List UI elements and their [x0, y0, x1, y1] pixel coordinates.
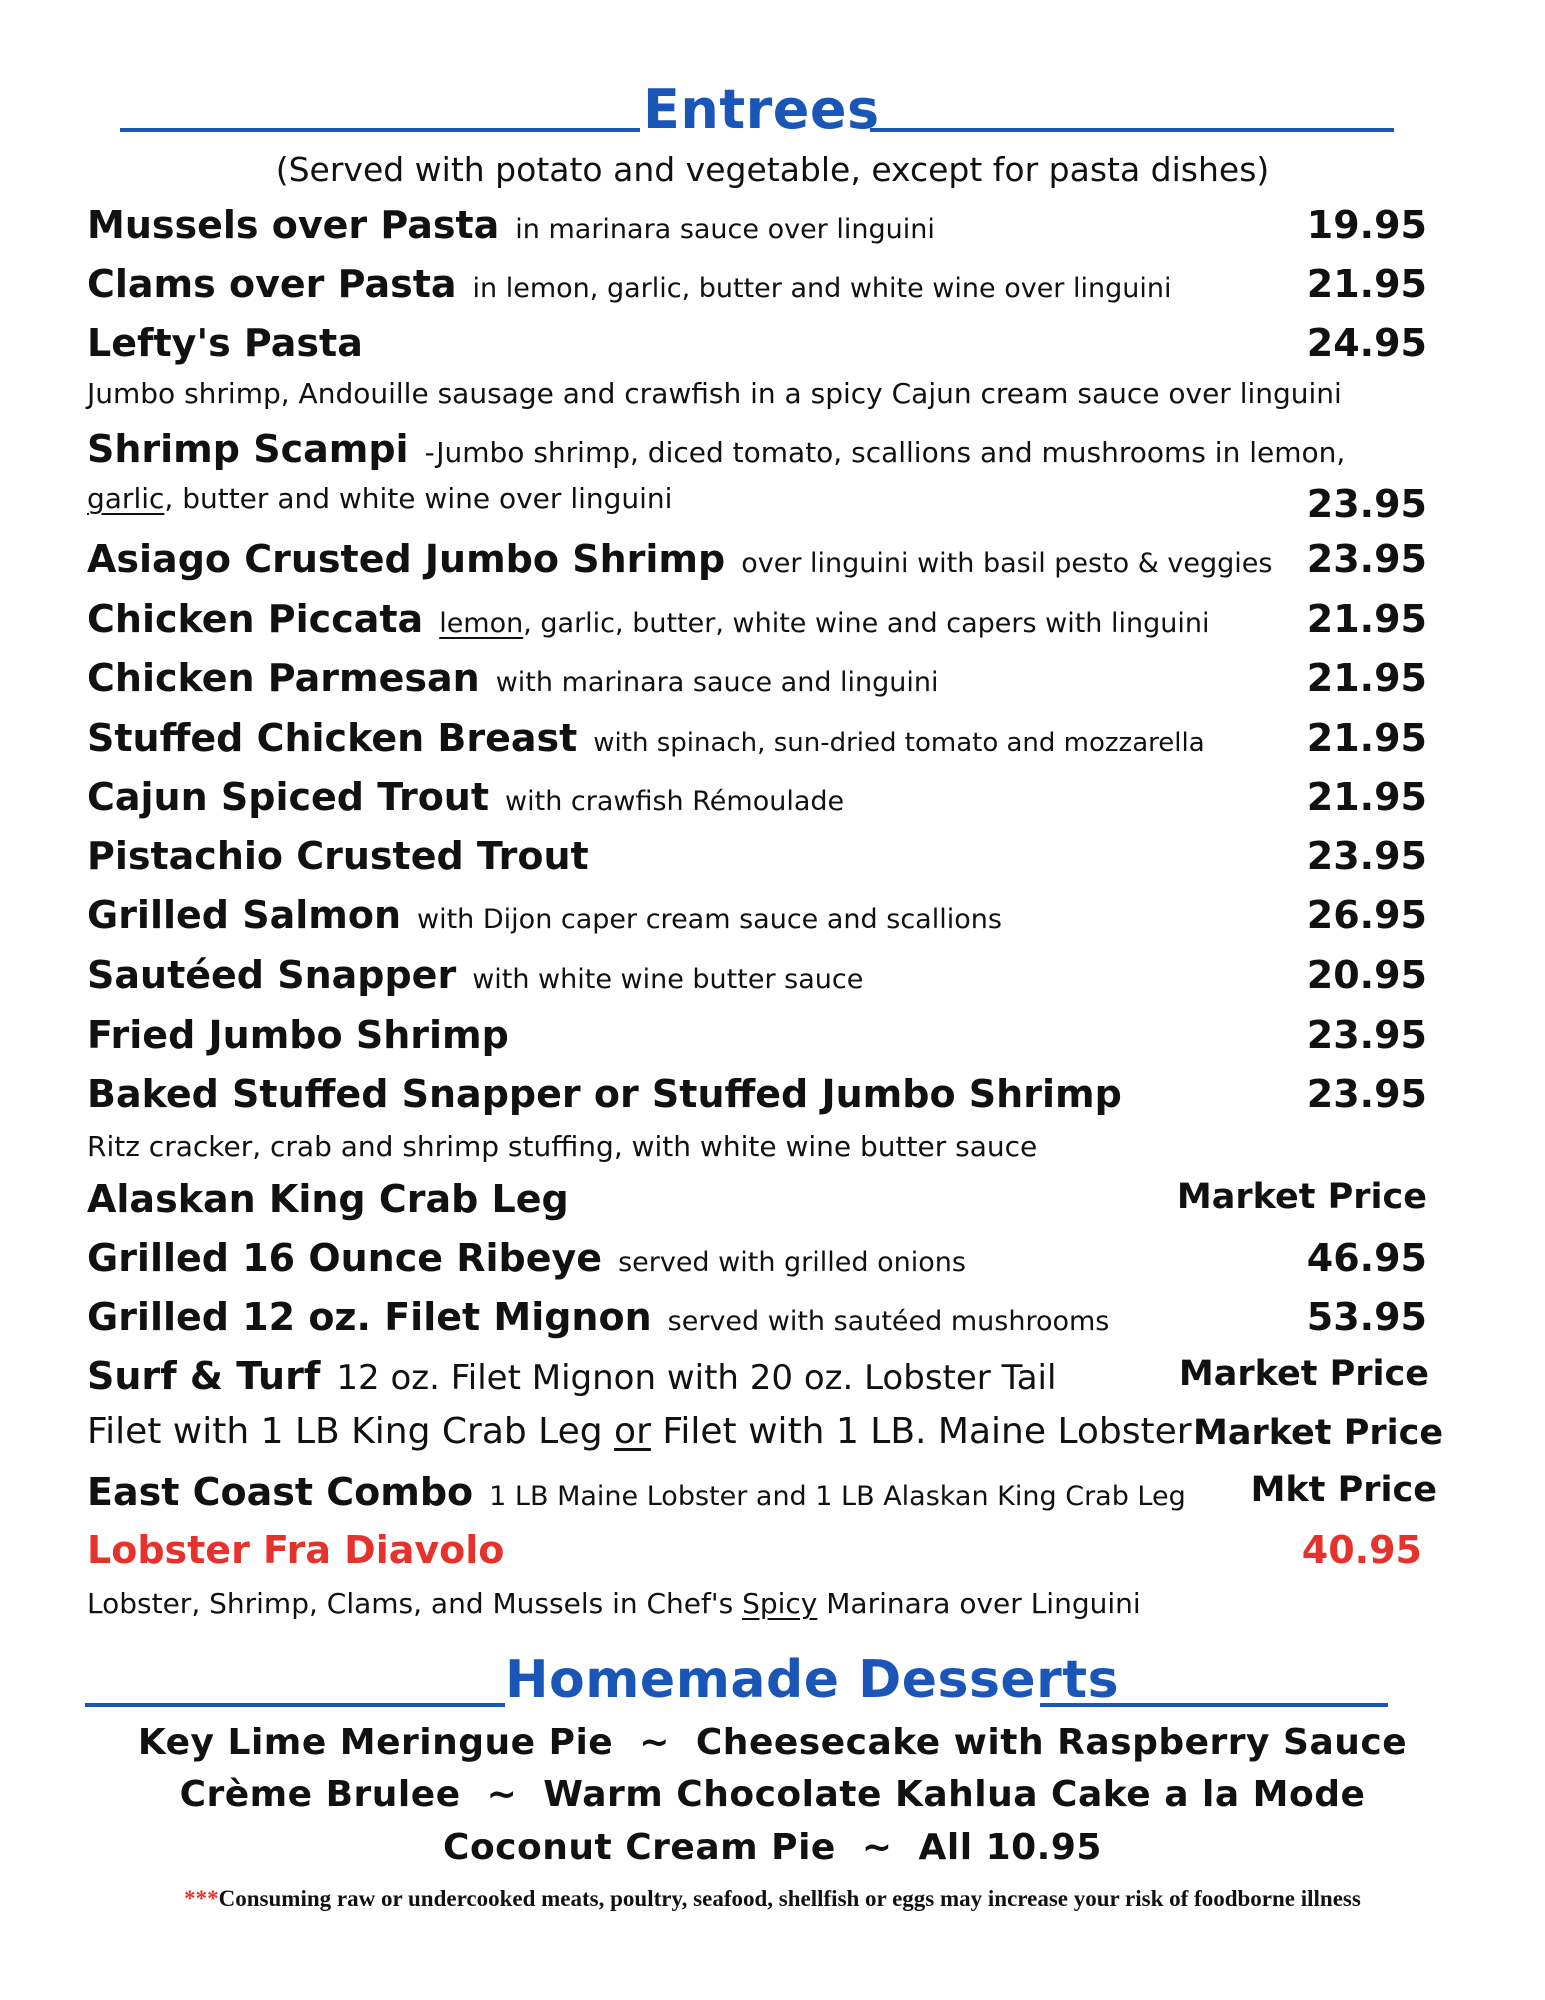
dessert-item: Key Lime Meringue Pie	[137, 1722, 614, 1763]
item-desc: in marinara sauce over linguini	[515, 214, 935, 245]
item-price: 23.95	[1306, 482, 1427, 526]
item-name: Alaskan King Crab Leg	[87, 1177, 569, 1221]
filet-combo-line	[87, 1411, 1192, 1452]
menu-item	[87, 262, 1427, 312]
menu-item	[87, 716, 1427, 766]
item-price: 23.95	[1306, 834, 1427, 878]
item-name: Asiago Crusted Jumbo Shrimp	[87, 537, 726, 581]
item-name: Shrimp Scampi	[87, 427, 409, 471]
item-name: Pistachio Crusted Trout	[87, 834, 589, 878]
dessert-item: Cheesecake with Raspberry Sauce	[695, 1722, 1408, 1763]
entrees-rule-left	[120, 128, 640, 132]
item-detail	[87, 1587, 1141, 1620]
dessert-item: Coconut Cream Pie	[443, 1827, 836, 1868]
item-price: 53.95	[1306, 1295, 1427, 1339]
item-desc: , butter and white wine over linguini	[164, 482, 673, 515]
menu-item	[87, 893, 1427, 943]
item-desc-wrap	[439, 608, 1209, 639]
menu-item	[87, 321, 1427, 371]
item-price: 21.95	[1306, 597, 1427, 641]
filet-text-1: Filet with 1 LB King Crab Leg	[87, 1411, 615, 1452]
item-name: Fried Jumbo Shrimp	[87, 1013, 509, 1057]
item-name: Surf & Turf	[87, 1354, 321, 1398]
filet-text-2: Filet with 1 LB. Maine Lobster	[650, 1411, 1192, 1452]
item-name: Grilled 12 oz. Filet Mignon	[87, 1295, 652, 1339]
separator: ~	[861, 1827, 893, 1868]
dessert-price: All 10.95	[918, 1827, 1102, 1868]
entrees-rule-right	[870, 128, 1394, 132]
menu-item-featured	[87, 1528, 1422, 1578]
underlined-word: garlic	[87, 482, 165, 515]
detail-text-1: Lobster, Shrimp, Clams, and Mussels in Chef's	[87, 1587, 743, 1620]
menu-item	[87, 656, 1427, 706]
item-desc: served with grilled onions	[618, 1247, 966, 1278]
menu-item	[87, 537, 1427, 587]
food-safety-disclaimer	[0, 1886, 1545, 1912]
item-price: 20.95	[1306, 953, 1427, 997]
desserts-title: Homemade Desserts	[505, 1650, 1120, 1710]
item-name: Grilled Salmon	[87, 893, 402, 937]
menu-item	[87, 1177, 1427, 1227]
menu-item	[87, 775, 1427, 825]
menu-item	[87, 1470, 1437, 1520]
desserts-rule-left	[85, 1703, 505, 1707]
menu-item	[87, 834, 1427, 884]
item-price: 21.95	[1306, 775, 1427, 819]
item-name: Baked Stuffed Snapper or Stuffed Jumbo Shrimp	[87, 1072, 1122, 1116]
detail-text-2: Marinara over Linguini	[817, 1587, 1141, 1620]
item-name: Chicken Piccata	[87, 597, 424, 641]
item-name: Clams over Pasta	[87, 262, 457, 306]
item-price: 40.95	[1301, 1528, 1422, 1572]
item-price: 46.95	[1306, 1236, 1427, 1280]
item-name: Grilled 16 Ounce Ribeye	[87, 1236, 603, 1280]
menu-item	[87, 203, 1427, 253]
item-detail: Jumbo shrimp, Andouille sausage and crawfish in a spicy Cajun cream sauce over linguini	[87, 377, 1342, 410]
item-desc: served with sautéed mushrooms	[667, 1306, 1110, 1337]
item-name: Sautéed Snapper	[87, 953, 457, 997]
item-desc: with crawfish Rémoulade	[505, 786, 845, 817]
item-price: 19.95	[1306, 203, 1427, 247]
menu-item	[87, 1013, 1427, 1063]
separator: ~	[486, 1774, 518, 1815]
menu-item	[87, 1236, 1427, 1286]
item-price: 21.95	[1306, 262, 1427, 306]
dessert-line	[0, 1774, 1545, 1815]
item-desc: -Jumbo shrimp, diced tomato, scallions and mushrooms in lemon,	[424, 436, 1346, 469]
menu-item	[87, 1354, 1429, 1404]
menu-item	[87, 597, 1427, 647]
item-desc: with white wine butter sauce	[472, 964, 864, 995]
item-name: Stuffed Chicken Breast	[87, 716, 578, 760]
item-price: Market Price	[1193, 1413, 1444, 1453]
menu-item	[87, 1072, 1427, 1122]
item-price: 23.95	[1306, 537, 1427, 581]
item-price: 26.95	[1306, 893, 1427, 937]
menu-item	[87, 427, 1427, 477]
menu-item-continued	[87, 482, 1427, 532]
dessert-line	[0, 1722, 1545, 1763]
item-desc: 12 oz. Filet Mignon with 20 oz. Lobster Tail	[336, 1358, 1057, 1398]
desserts-rule-right	[1040, 1703, 1388, 1707]
item-name: Mussels over Pasta	[87, 203, 500, 247]
menu-item	[87, 1295, 1427, 1345]
menu-item	[87, 953, 1427, 1003]
item-desc: , garlic, butter, white wine and capers with linguini	[523, 608, 1210, 639]
item-price: Market Price	[1176, 1177, 1427, 1217]
item-desc: 1 LB Maine Lobster and 1 LB Alaskan King Crab Leg	[489, 1481, 1186, 1512]
dessert-line	[0, 1827, 1545, 1868]
item-desc: in lemon, garlic, butter and white wine over linguini	[472, 273, 1172, 304]
item-name: East Coast Combo	[87, 1470, 474, 1514]
item-price: 23.95	[1306, 1013, 1427, 1057]
item-price: 23.95	[1306, 1072, 1427, 1116]
underlined-word: lemon	[439, 608, 524, 639]
item-name: Chicken Parmesan	[87, 656, 480, 700]
item-name: Lobster Fra Diavolo	[87, 1528, 505, 1572]
item-price: Market Price	[1178, 1354, 1429, 1394]
item-desc: with spinach, sun-dried tomato and mozzarella	[593, 728, 1205, 758]
disclaimer-text: Consuming raw or undercooked meats, poultry, seafood, shellfish or eggs may increase your risk of foodborne illness	[218, 1886, 1361, 1911]
item-desc: with marinara sauce and linguini	[495, 667, 939, 698]
item-price: Mkt Price	[1250, 1470, 1437, 1510]
separator: ~	[639, 1722, 670, 1763]
dessert-item: Warm Chocolate Kahlua Cake a la Mode	[543, 1774, 1366, 1815]
item-name: Cajun Spiced Trout	[87, 775, 490, 819]
item-price: 21.95	[1306, 716, 1427, 760]
entrees-subtitle: (Served with potato and vegetable, except for pasta dishes)	[275, 150, 1270, 189]
entrees-title: Entrees	[643, 78, 880, 141]
item-price: 24.95	[1306, 321, 1427, 365]
dessert-item: Crème Brulee	[179, 1774, 461, 1815]
item-detail: Ritz cracker, crab and shrimp stuffing, with white wine butter sauce	[87, 1130, 1038, 1163]
underlined-word: Spicy	[742, 1587, 818, 1620]
item-name: Lefty's Pasta	[87, 321, 363, 365]
underlined-word: or	[614, 1411, 651, 1452]
item-price: 21.95	[1306, 656, 1427, 700]
item-desc-line2	[87, 482, 672, 515]
item-desc: with Dijon caper cream sauce and scallions	[417, 904, 1002, 935]
item-desc: over linguini with basil pesto & veggies	[741, 548, 1273, 579]
disclaimer-stars: ***	[184, 1886, 219, 1911]
